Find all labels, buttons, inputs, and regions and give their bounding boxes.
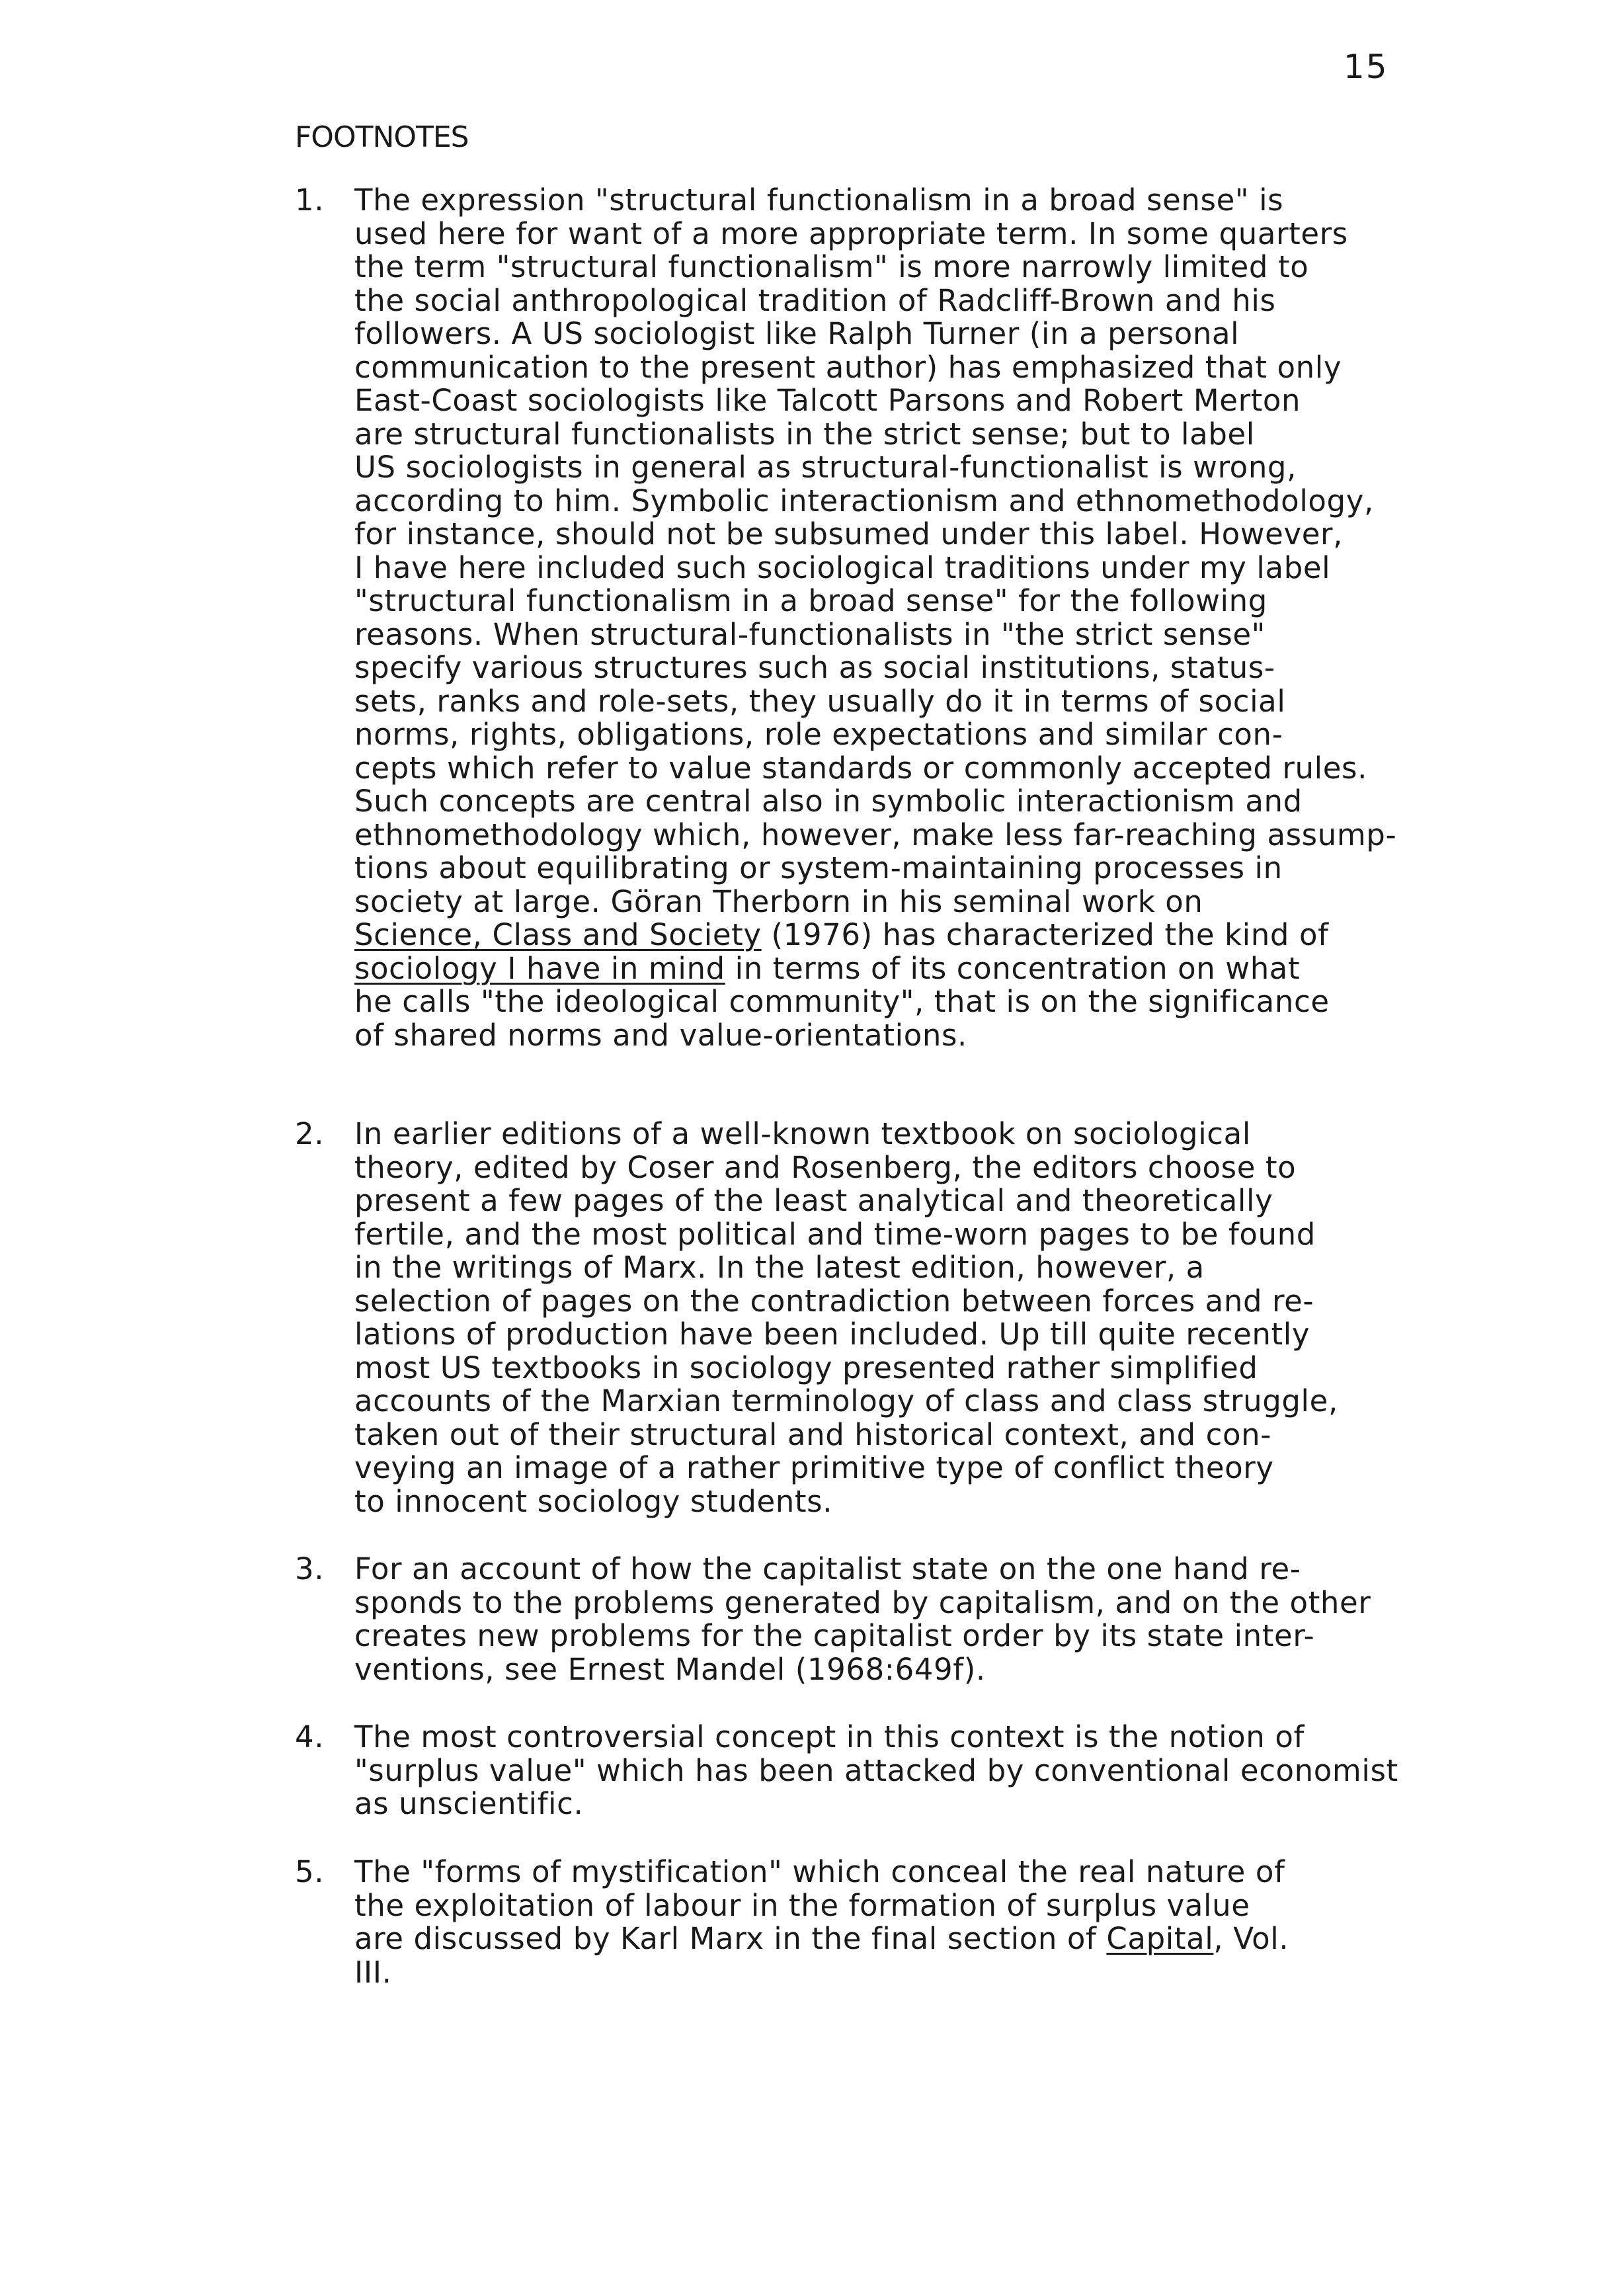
footnote-line: the term "structural functionalism" is more narrowly limited to	[354, 249, 1309, 284]
footnote-line: For an account of how the capitalist state on the one hand re-	[354, 1551, 1301, 1586]
footnote-line: accounts of the Marxian terminology of class and class struggle,	[354, 1383, 1338, 1418]
footnote-line: specify various structures such as social institutions, status-	[354, 650, 1275, 685]
footnote-line: veying an image of a rather primitive type of conflict theory	[354, 1450, 1274, 1485]
footnote-line: society at large. Göran Therborn in his seminal work on	[354, 883, 1203, 919]
footnote-1	[295, 184, 1551, 1052]
footnote-line: sponds to the problems generated by capitalism, and on the other	[354, 1584, 1371, 1620]
footnote-line: fertile, and the most political and time-worn pages to be found	[354, 1216, 1316, 1252]
footnote-line: "surplus value" which has been attacked by conventional economist	[354, 1752, 1398, 1788]
footnote-line	[354, 1922, 1551, 1956]
footnote-line: followers. A US sociologist like Ralph Turner (in a personal	[354, 316, 1240, 351]
footnote-line-rest: (1976) has characterized the kind of	[761, 917, 1329, 952]
footnote-5	[295, 1856, 1551, 1989]
footnote-line: the exploitation of labour in the formation of surplus value	[354, 1887, 1250, 1923]
footnote-number: 1.	[295, 183, 325, 218]
footnote-line: Such concepts are central also in symbolic interactionism and	[354, 784, 1303, 819]
footnote-line: used here for want of a more appropriate term. In some quarters	[354, 216, 1348, 251]
underlined-phrase: sociology I have in mind	[354, 950, 725, 986]
footnote-text	[354, 1721, 1551, 1821]
footnote-line: ethnomethodology which, however, make less far-reaching assump-	[354, 817, 1397, 852]
footnote-number: 2.	[295, 1116, 325, 1151]
footnote-line: tions about equilibrating or system-maintaining processes in	[354, 850, 1283, 885]
footnote-text	[354, 184, 1551, 1052]
footnote-number: 3.	[295, 1551, 325, 1586]
footnote-line: reasons. When structural-functionalists in "the strict sense"	[354, 616, 1266, 652]
footnote-line: lations of production have been included. Up till quite recently	[354, 1317, 1310, 1352]
footnote-line-rest: in terms of its concentration on what	[725, 950, 1301, 986]
footnote-line: III.	[354, 1954, 392, 1990]
footnote-line: creates new problems for the capitalist order by its state inter-	[354, 1618, 1315, 1653]
footnote-line: norms, rights, obligations, role expectations and similar con-	[354, 717, 1283, 752]
footnote-line: most US textbooks in sociology presented rather simplified	[354, 1350, 1258, 1385]
footnote-line: The most controversial concept in this context is the notion of	[354, 1719, 1305, 1754]
footnote-line: present a few pages of the least analytical and theoretically	[354, 1183, 1273, 1218]
footnote-3	[295, 1553, 1551, 1686]
footnote-line	[354, 952, 1551, 986]
footnote-text	[354, 1118, 1551, 1518]
footnote-line: to innocent sociology students.	[354, 1483, 833, 1519]
footnote-line: I have here included such sociological traditions under my label	[354, 550, 1331, 585]
footnote-line: US sociologists in general as structural-functionalist is wrong,	[354, 450, 1297, 485]
footnote-line: theory, edited by Coser and Rosenberg, the editors choose to	[354, 1149, 1297, 1185]
footnote-line: communication to the present author) has emphasized that only	[354, 349, 1342, 385]
footnote-number: 4.	[295, 1719, 325, 1754]
footnote-line: according to him. Symbolic interactionism and ethnomethodology,	[354, 483, 1374, 518]
footnote-line: The "forms of mystification" which conceal the real nature of	[354, 1854, 1285, 1889]
footnote-line: ventions, see Ernest Mandel (1968:649f).	[354, 1651, 986, 1687]
footnote-line: as unscientific.	[354, 1786, 584, 1821]
footnote-line-end: , Vol.	[1213, 1921, 1289, 1956]
footnote-line: taken out of their structural and historical context, and con-	[354, 1416, 1272, 1452]
footnote-line: selection of pages on the contradiction between forces and re-	[354, 1283, 1314, 1319]
footnote-number: 5.	[295, 1854, 325, 1889]
footnotes-heading: FOOTNOTES	[295, 120, 469, 154]
footnote-line: East-Coast sociologists like Talcott Parsons and Robert Merton	[354, 383, 1301, 418]
footnote-line	[354, 919, 1551, 952]
footnote-text	[354, 1856, 1551, 1989]
footnote-line: he calls "the ideological community", that is on the significance	[354, 984, 1330, 1019]
footnote-line: In earlier editions of a well-known textbook on sociological	[354, 1116, 1251, 1151]
footnote-line: of shared norms and value-orientations.	[354, 1017, 967, 1053]
book-title-underlined: Capital	[1106, 1921, 1214, 1956]
footnote-text	[354, 1553, 1551, 1686]
footnote-line: in the writings of Marx. In the latest edition, however, a	[354, 1250, 1205, 1285]
footnote-4	[295, 1721, 1551, 1821]
footnote-line-start: are discussed by Karl Marx in the final section of	[354, 1921, 1107, 1956]
footnote-line: for instance, should not be subsumed under this label. However,	[354, 516, 1343, 552]
footnote-line: "structural functionalism in a broad sense" for the following	[354, 583, 1267, 618]
footnote-line: are structural functionalists in the strict sense; but to label	[354, 416, 1255, 452]
footnote-line: the social anthropological tradition of Radcliff-Brown and his	[354, 282, 1276, 318]
footnote-2	[295, 1118, 1551, 1518]
footnote-line: The expression "structural functionalism in a broad sense" is	[354, 183, 1284, 218]
page-number: 15	[1344, 48, 1388, 86]
book-title-underlined: Science, Class and Society	[354, 917, 762, 952]
footnote-line: cepts which refer to value standards or commonly accepted rules.	[354, 750, 1367, 786]
footnote-line: sets, ranks and role-sets, they usually do it in terms of social	[354, 683, 1286, 719]
